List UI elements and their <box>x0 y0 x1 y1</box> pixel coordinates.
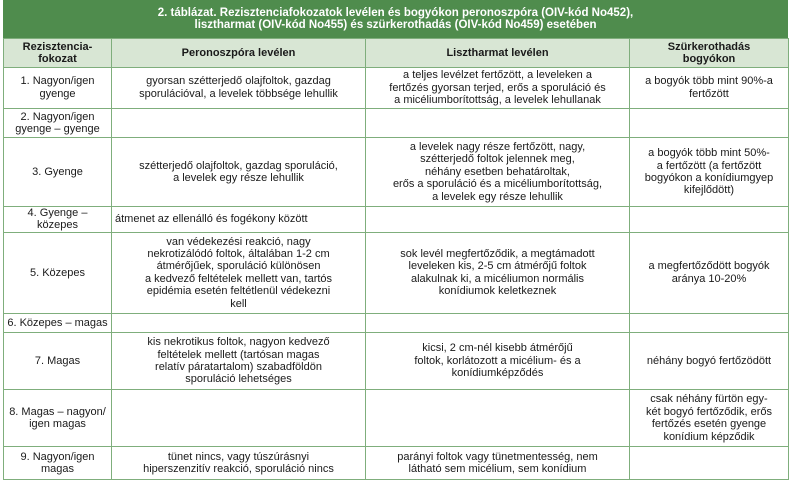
cell-text-line: foltok, korlátozott a micélium- és a <box>414 354 581 367</box>
cell-text-line: a fertőzött (a fertőzött <box>656 159 762 172</box>
cell-text-line: szétterjedő foltok jelennek meg, <box>420 153 575 166</box>
cell-text-line: igen magas <box>29 418 86 431</box>
cell-lisztharmat <box>366 447 630 480</box>
cell-szurkerothadas <box>630 313 789 332</box>
table-row <box>4 206 789 232</box>
cell-text-line: fertőzött <box>689 87 729 100</box>
cell-text-line: Lisztharmat levélen <box>446 47 549 59</box>
caption-line: lisztharmat (OIV-kód No455) és szürkerothadás (OIV-kód No459) esetében <box>194 19 597 31</box>
cell-peronoszpora <box>112 313 366 332</box>
cell-text-line: 2. Nagyon/igen <box>20 110 95 123</box>
cell-text-line: 7. Magas <box>34 354 81 367</box>
cell-text-line: van védekezési reakció, nagy <box>166 235 311 248</box>
table-row <box>4 68 789 109</box>
cell-text-line: fokozat <box>38 53 77 65</box>
cell-text-line: konídium képződik <box>663 430 755 443</box>
cell-peronoszpora <box>112 206 366 232</box>
header-level <box>4 39 112 68</box>
cell-szurkerothadas <box>630 108 789 138</box>
cell-text-line: leveleken kis, 2-5 cm átmérőjű foltok <box>408 260 587 273</box>
cell-text-line: hiperszenzitív reakció, sporuláció nincs <box>143 463 334 476</box>
cell-text-line: nekrotizálódó foltok, általában 1-2 cm <box>147 248 330 261</box>
cell-lisztharmat <box>366 333 630 390</box>
cell-text-line: feltételek mellett (tartósan magas <box>157 348 320 361</box>
cell-level <box>4 333 112 390</box>
table-row <box>4 313 789 332</box>
cell-text-line: 3. Gyenge <box>32 165 83 178</box>
cell-level <box>4 108 112 138</box>
table-caption <box>3 0 788 38</box>
cell-text-line: Szürkerothadás <box>667 41 751 53</box>
cell-text-line: a levelek egy része lehullik <box>432 190 563 203</box>
cell-text-line: csak néhány fürtön egy- <box>650 393 768 406</box>
cell-text-line: kifejlődött) <box>683 184 735 197</box>
cell-peronoszpora <box>112 68 366 109</box>
cell-level <box>4 206 112 232</box>
cell-peronoszpora <box>112 233 366 314</box>
cell-text-line: kis nekrotikus foltok, nagyon kedvező <box>147 336 330 349</box>
cell-text-line: aránya 10-20% <box>671 272 747 285</box>
cell-lisztharmat <box>366 108 630 138</box>
cell-text-line: magas <box>40 463 75 476</box>
cell-text-line: Rezisztencia- <box>22 41 93 53</box>
cell-text-line: gyenge <box>39 87 76 100</box>
cell-text-line: gyenge – gyenge <box>15 123 100 136</box>
cell-szurkerothadas <box>630 390 789 447</box>
cell-text-line: gyorsan szétterjedő olajfoltok, gazdag <box>146 75 331 88</box>
cell-peronoszpora <box>112 390 366 447</box>
cell-text-line: fertőzés esetén gyenge <box>651 418 767 431</box>
header-szurkerothadas <box>630 39 789 68</box>
cell-text-line: tünet nincs, vagy túszúrásnyi <box>167 450 310 463</box>
cell-lisztharmat <box>366 138 630 206</box>
cell-text-line: szétterjedő olajfoltok, gazdag sporuláció, <box>139 159 338 172</box>
cell-peronoszpora <box>112 333 366 390</box>
cell-text-line: a levelek nagy része fertőzött, nagy, <box>409 141 586 154</box>
cell-text-line: 5. Közepes <box>29 266 86 279</box>
cell-szurkerothadas <box>630 447 789 480</box>
header-peronoszpora <box>112 39 366 68</box>
cell-lisztharmat <box>366 233 630 314</box>
cell-text-line: bogyókon a konídiumgyep <box>644 172 774 185</box>
cell-lisztharmat <box>366 206 630 232</box>
cell-level <box>4 68 112 109</box>
caption-line: 2. táblázat. Rezisztenciafokozatok levélen és bogyókon peronoszpóra (OIV-kód No452), <box>157 6 634 19</box>
cell-level <box>4 447 112 480</box>
cell-text-line: 8. Magas – nagyon/ <box>9 405 106 418</box>
cell-lisztharmat <box>366 390 630 447</box>
cell-szurkerothadas <box>630 206 789 232</box>
cell-text-line: átmérőjűek, sporuláció különösen <box>156 260 321 273</box>
table-row <box>4 333 789 390</box>
cell-text-line: konídiumképződés <box>451 367 544 380</box>
cell-text-line: sok levél megfertőződik, a megtámadott <box>400 248 595 261</box>
resistance-table <box>3 38 789 480</box>
table-row <box>4 108 789 138</box>
cell-text-line: kicsi, 2 cm-nél kisebb átmérőjű <box>422 342 573 355</box>
cell-szurkerothadas <box>630 333 789 390</box>
cell-peronoszpora <box>112 108 366 138</box>
cell-text-line: kell <box>230 297 247 310</box>
cell-lisztharmat <box>366 313 630 332</box>
cell-text-line: a bogyók több mint 90%-a <box>645 75 773 88</box>
cell-text-line: bogyókon <box>682 53 736 65</box>
header-lisztharmat <box>366 39 630 68</box>
cell-szurkerothadas <box>630 68 789 109</box>
cell-peronoszpora <box>112 447 366 480</box>
cell-level <box>4 138 112 206</box>
cell-text-line: 9. Nagyon/igen <box>20 450 95 463</box>
cell-text-line: a micéliumborítottság, a levelek lehullanak <box>394 94 601 107</box>
cell-text-line: alakulnak ki, a micéliumon normális <box>410 272 584 285</box>
cell-text-line: relatív páratartalom) szabadföldön <box>155 361 322 374</box>
cell-text-line: a kedvező feltételek mellett van, tartós <box>144 272 333 285</box>
cell-lisztharmat <box>366 68 630 109</box>
table-row <box>4 138 789 206</box>
cell-text-line: néhány esetben behatároltak, <box>425 165 570 178</box>
cell-text-line: erős a sporuláció és a micéliumborítottság, <box>392 178 603 191</box>
cell-text-line: átmenet az ellenálló és fogékony között <box>115 213 308 226</box>
cell-text-line: konídiumok keletkeznek <box>438 285 557 298</box>
cell-level <box>4 313 112 332</box>
cell-text-line: 4. Gyenge – közepes <box>27 206 88 232</box>
cell-text-line: epidémia esetén feltétlenül védekezni <box>146 285 331 298</box>
cell-szurkerothadas <box>630 138 789 206</box>
cell-text-line: 6. Közepes – magas <box>7 316 108 329</box>
cell-text-line: két bogyó fertőződik, erős <box>646 405 772 418</box>
cell-text-line: sporulációval, a levelek többsége lehullik <box>139 87 338 100</box>
cell-text-line: fertőzés gyorsan terjed, erős a sporuláció és <box>389 81 606 94</box>
cell-text-line: Peronoszpóra levélen <box>181 47 296 59</box>
cell-level <box>4 390 112 447</box>
table-row <box>4 447 789 480</box>
cell-peronoszpora <box>112 138 366 206</box>
cell-text-line: a teljes levélzet fertőzött, a leveleken a <box>403 69 592 82</box>
cell-text-line: a levelek egy része lehullik <box>173 172 304 185</box>
cell-text-line: a megfertőződött bogyók <box>648 260 770 273</box>
table-row <box>4 390 789 447</box>
cell-text-line: látható sem micélium, sem konídium <box>408 463 587 476</box>
cell-text-line: parányi foltok vagy tünetmentesség, nem <box>397 450 598 463</box>
table-row <box>4 233 789 314</box>
cell-szurkerothadas <box>630 233 789 314</box>
cell-text-line: sporuláció lehetséges <box>185 373 292 386</box>
cell-text-line: 1. Nagyon/igen <box>20 75 95 88</box>
cell-text-line: a bogyók több mint 50%- <box>648 147 770 160</box>
cell-text-line: néhány bogyó fertőzödött <box>646 354 772 367</box>
cell-level <box>4 233 112 314</box>
table-header-row <box>4 39 789 68</box>
